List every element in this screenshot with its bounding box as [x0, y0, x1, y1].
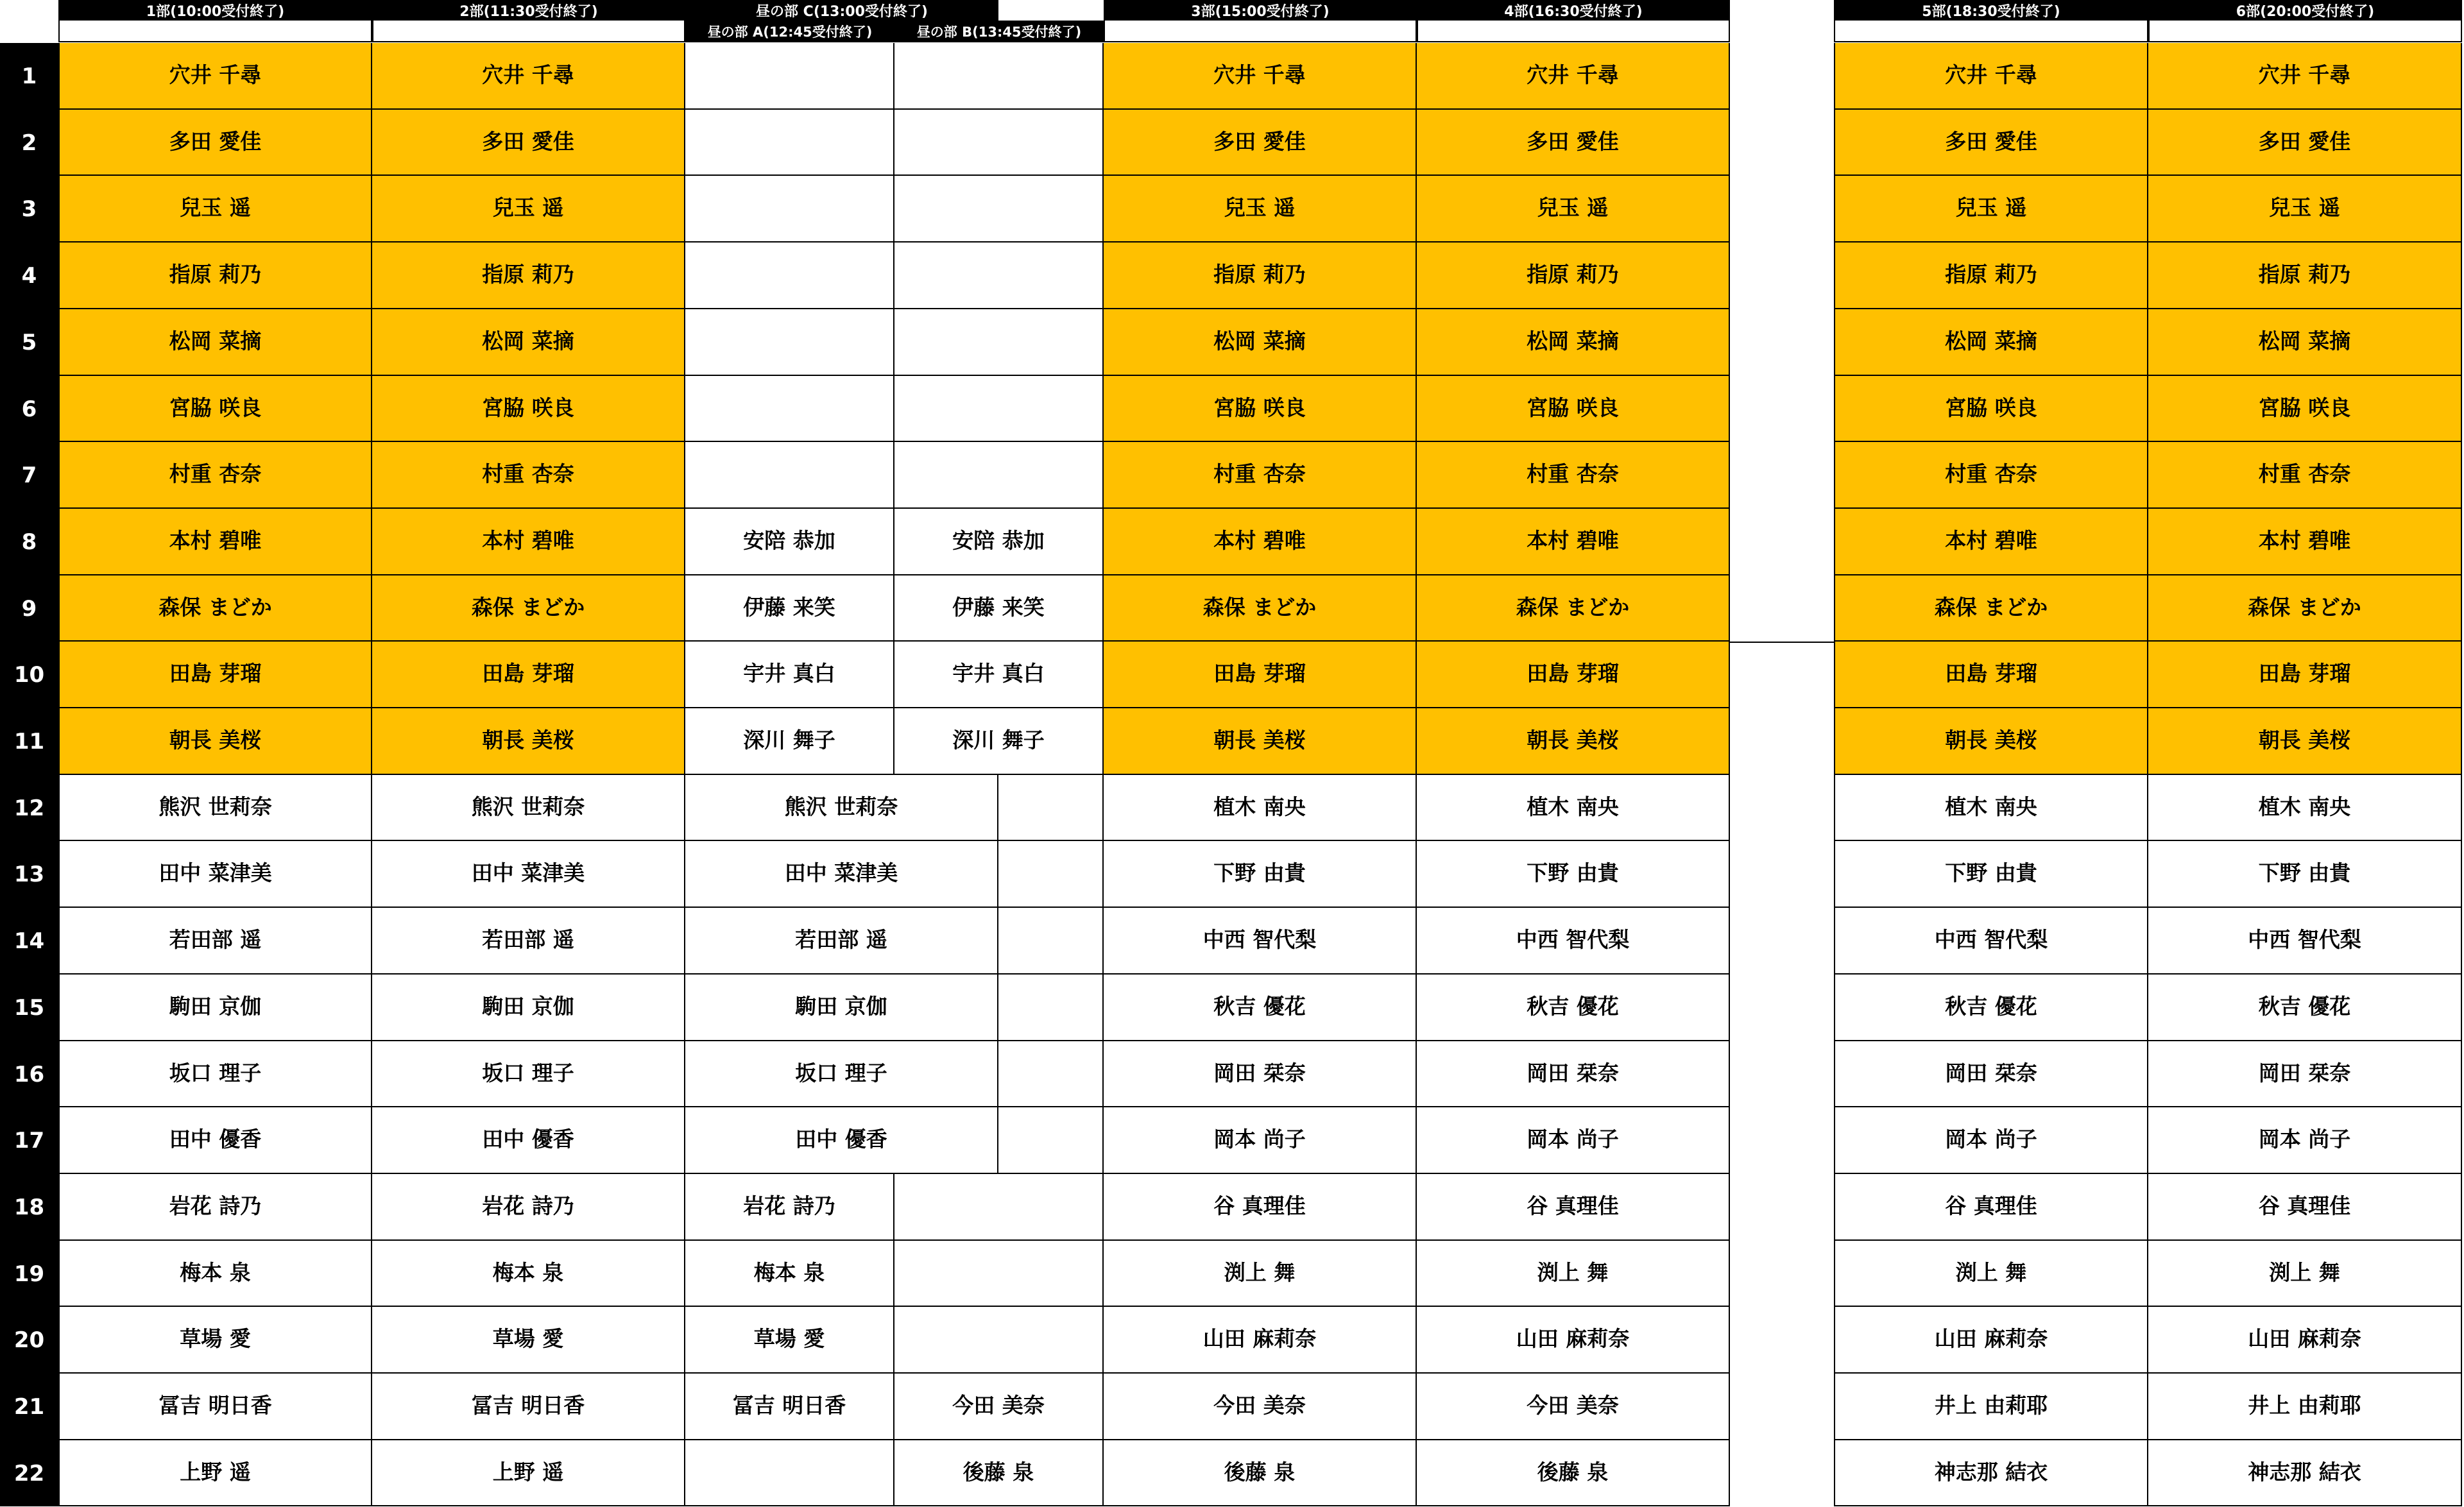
schedule-cell-p3: 今田 美奈 [1104, 1374, 1417, 1440]
schedule-cell-cgap [998, 975, 1104, 1041]
schedule-cell-p6: 松岡 菜摘 [2148, 309, 2462, 376]
schedule-cell-p6: 渕上 舞 [2148, 1241, 2462, 1307]
schedule-cell-b [894, 1241, 1104, 1307]
schedule-cell-b [894, 1307, 1104, 1374]
schedule-cell-cgap [998, 841, 1104, 908]
schedule-cell-p3: 田島 芽瑠 [1104, 642, 1417, 708]
schedule-cell-p5: 森保 まどか [1834, 575, 2148, 642]
schedule-cell-p1: 指原 莉乃 [58, 243, 372, 309]
schedule-cell-a [685, 309, 894, 376]
schedule-cell-p6: 森保 まどか [2148, 575, 2462, 642]
schedule-cell-p6: 岡田 栞奈 [2148, 1041, 2462, 1107]
schedule-cell-p2: 坂口 理子 [372, 1041, 685, 1107]
schedule-cell-c: 田中 優香 [685, 1107, 998, 1174]
schedule-cell-b: 宇井 真白 [894, 642, 1104, 708]
schedule-cell-p4: 田島 芽瑠 [1417, 642, 1730, 708]
schedule-cell-p2: 村重 杏奈 [372, 442, 685, 509]
schedule-cell-p2: 松岡 菜摘 [372, 309, 685, 376]
schedule-cell-p6: 穴井 千尋 [2148, 43, 2462, 110]
schedule-cell-p1: 本村 碧唯 [58, 509, 372, 575]
schedule-cell-b [894, 376, 1104, 442]
schedule-cell-p3: 山田 麻莉奈 [1104, 1307, 1417, 1374]
schedule-cell-p2: 梅本 泉 [372, 1241, 685, 1307]
schedule-cell-p2: 森保 まどか [372, 575, 685, 642]
header-part1: 1部(10:00受付終了) [58, 0, 372, 21]
schedule-cell-p3: 谷 真理佳 [1104, 1174, 1417, 1241]
schedule-cell-p4: 宮脇 咲良 [1417, 376, 1730, 442]
row-number: 14 [0, 908, 58, 975]
row-number: 16 [0, 1041, 58, 1107]
schedule-cell-p6: 神志那 結衣 [2148, 1440, 2462, 1506]
schedule-cell-p2: 岩花 詩乃 [372, 1174, 685, 1241]
schedule-cell-p5: 兒玉 遥 [1834, 176, 2148, 243]
row-number: 2 [0, 110, 58, 176]
row-number: 8 [0, 509, 58, 575]
schedule-cell-a: 梅本 泉 [685, 1241, 894, 1307]
schedule-cell-p3: 多田 愛佳 [1104, 110, 1417, 176]
schedule-cell-p5: 井上 由莉耶 [1834, 1374, 2148, 1440]
schedule-cell-p5: 宮脇 咲良 [1834, 376, 2148, 442]
row-number: 4 [0, 243, 58, 309]
schedule-cell-p5: 多田 愛佳 [1834, 110, 2148, 176]
schedule-cell-p2: 本村 碧唯 [372, 509, 685, 575]
subheader-part6 [2148, 21, 2462, 42]
schedule-cell-p2: 上野 遥 [372, 1440, 685, 1506]
row-number: 20 [0, 1307, 58, 1374]
schedule-cell-c: 駒田 京伽 [685, 975, 998, 1041]
schedule-cell-p1: 熊沢 世莉奈 [58, 775, 372, 841]
schedule-cell-b: 今田 美奈 [894, 1374, 1104, 1440]
schedule-cell-c: 田中 菜津美 [685, 841, 998, 908]
schedule-cell-p6: 谷 真理佳 [2148, 1174, 2462, 1241]
schedule-cell-b [894, 442, 1104, 509]
schedule-cell-p5: 松岡 菜摘 [1834, 309, 2148, 376]
schedule-cell-p1: 朝長 美桜 [58, 708, 372, 775]
schedule-cell-p3: 下野 由貴 [1104, 841, 1417, 908]
schedule-cell-p4: 山田 麻莉奈 [1417, 1307, 1730, 1374]
schedule-cell-p4: 指原 莉乃 [1417, 243, 1730, 309]
group-separator-line [1730, 642, 1834, 643]
schedule-cell-p2: 田中 菜津美 [372, 841, 685, 908]
schedule-cell-p3: 中西 智代梨 [1104, 908, 1417, 975]
schedule-cell-p5: 渕上 舞 [1834, 1241, 2148, 1307]
schedule-cell-p3: 松岡 菜摘 [1104, 309, 1417, 376]
schedule-cell-p5: 本村 碧唯 [1834, 509, 2148, 575]
schedule-cell-a [685, 376, 894, 442]
schedule-cell-p3: 兒玉 遥 [1104, 176, 1417, 243]
schedule-cell-p2: 熊沢 世莉奈 [372, 775, 685, 841]
schedule-cell-b [894, 243, 1104, 309]
schedule-cell-cgap [998, 775, 1104, 841]
schedule-cell-p1: 梅本 泉 [58, 1241, 372, 1307]
header-part4: 4部(16:30受付終了) [1417, 0, 1730, 21]
row-number: 15 [0, 975, 58, 1041]
schedule-cell-p3: 森保 まどか [1104, 575, 1417, 642]
schedule-cell-b [894, 110, 1104, 176]
schedule-cell-p4: 後藤 泉 [1417, 1440, 1730, 1506]
schedule-cell-p6: 下野 由貴 [2148, 841, 2462, 908]
schedule-cell-p1: 穴井 千尋 [58, 43, 372, 110]
schedule-cell-a: 冨吉 明日香 [685, 1374, 894, 1440]
schedule-cell-p1: 森保 まどか [58, 575, 372, 642]
schedule-cell-p4: 村重 杏奈 [1417, 442, 1730, 509]
row-number: 18 [0, 1174, 58, 1241]
schedule-cell-p3: 植木 南央 [1104, 775, 1417, 841]
schedule-cell-p2: 指原 莉乃 [372, 243, 685, 309]
header-part3: 3部(15:00受付終了) [1104, 0, 1417, 21]
schedule-cell-c: 若田部 遥 [685, 908, 998, 975]
row-number: 17 [0, 1107, 58, 1174]
schedule-cell-p4: 岡本 尚子 [1417, 1107, 1730, 1174]
schedule-cell-p6: 多田 愛佳 [2148, 110, 2462, 176]
header-part5: 5部(18:30受付終了) [1834, 0, 2148, 21]
schedule-cell-p1: 宮脇 咲良 [58, 376, 372, 442]
schedule-cell-p5: 神志那 結衣 [1834, 1440, 2148, 1506]
header-noon-b: 昼の部 B(13:45受付終了) [894, 21, 1104, 42]
header-part6: 6部(20:00受付終了) [2148, 0, 2462, 21]
schedule-cell-cgap [998, 908, 1104, 975]
schedule-cell-p6: 岡本 尚子 [2148, 1107, 2462, 1174]
schedule-cell-p4: 松岡 菜摘 [1417, 309, 1730, 376]
schedule-cell-b: 伊藤 来笑 [894, 575, 1104, 642]
schedule-cell-p3: 穴井 千尋 [1104, 43, 1417, 110]
row-number: 6 [0, 376, 58, 442]
row-number: 12 [0, 775, 58, 841]
row-number: 10 [0, 642, 58, 708]
row-number: 11 [0, 708, 58, 775]
schedule-cell-p6: 本村 碧唯 [2148, 509, 2462, 575]
schedule-cell-p4: 中西 智代梨 [1417, 908, 1730, 975]
schedule-cell-p4: 穴井 千尋 [1417, 43, 1730, 110]
schedule-cell-p2: 宮脇 咲良 [372, 376, 685, 442]
schedule-cell-p3: 岡田 栞奈 [1104, 1041, 1417, 1107]
schedule-cell-a: 深川 舞子 [685, 708, 894, 775]
schedule-cell-p1: 田島 芽瑠 [58, 642, 372, 708]
schedule-cell-p2: 兒玉 遥 [372, 176, 685, 243]
schedule-cell-p3: 宮脇 咲良 [1104, 376, 1417, 442]
subheader-part2 [372, 21, 685, 42]
row-number: 19 [0, 1241, 58, 1307]
schedule-cell-p1: 冨吉 明日香 [58, 1374, 372, 1440]
schedule-cell-p5: 穴井 千尋 [1834, 43, 2148, 110]
schedule-cell-p6: 指原 莉乃 [2148, 243, 2462, 309]
schedule-cell-p5: 山田 麻莉奈 [1834, 1307, 2148, 1374]
schedule-cell-p4: 下野 由貴 [1417, 841, 1730, 908]
schedule-cell-p5: 下野 由貴 [1834, 841, 2148, 908]
schedule-cell-p2: 冨吉 明日香 [372, 1374, 685, 1440]
schedule-cell-c: 坂口 理子 [685, 1041, 998, 1107]
schedule-cell-p4: 植木 南央 [1417, 775, 1730, 841]
schedule-cell-p5: 村重 杏奈 [1834, 442, 2148, 509]
schedule-cell-p3: 指原 莉乃 [1104, 243, 1417, 309]
header-noon-c: 昼の部 C(13:00受付終了) [685, 0, 998, 21]
schedule-cell-p6: 山田 麻莉奈 [2148, 1307, 2462, 1374]
schedule-cell-p2: 草場 愛 [372, 1307, 685, 1374]
schedule-cell-c: 熊沢 世莉奈 [685, 775, 998, 841]
schedule-cell-p5: 岡本 尚子 [1834, 1107, 2148, 1174]
subheader-part4 [1417, 21, 1730, 42]
schedule-cell-p4: 岡田 栞奈 [1417, 1041, 1730, 1107]
header-noon-a: 昼の部 A(12:45受付終了) [685, 21, 894, 42]
schedule-cell-a: 岩花 詩乃 [685, 1174, 894, 1241]
schedule-cell-p5: 谷 真理佳 [1834, 1174, 2148, 1241]
schedule-cell-p4: 今田 美奈 [1417, 1374, 1730, 1440]
schedule-cell-b [894, 43, 1104, 110]
schedule-cell-a: 草場 愛 [685, 1307, 894, 1374]
schedule-cell-b: 後藤 泉 [894, 1440, 1104, 1506]
schedule-cell-p6: 中西 智代梨 [2148, 908, 2462, 975]
schedule-cell-p3: 村重 杏奈 [1104, 442, 1417, 509]
schedule-cell-cgap [998, 1041, 1104, 1107]
subheader-part3 [1104, 21, 1417, 42]
schedule-cell-p6: 田島 芽瑠 [2148, 642, 2462, 708]
schedule-cell-p1: 松岡 菜摘 [58, 309, 372, 376]
schedule-cell-p6: 兒玉 遥 [2148, 176, 2462, 243]
schedule-cell-p2: 若田部 遥 [372, 908, 685, 975]
schedule-cell-p5: 朝長 美桜 [1834, 708, 2148, 775]
schedule-cell-b: 安陪 恭加 [894, 509, 1104, 575]
schedule-cell-p2: 穴井 千尋 [372, 43, 685, 110]
schedule-cell-p5: 中西 智代梨 [1834, 908, 2148, 975]
schedule-cell-p1: 坂口 理子 [58, 1041, 372, 1107]
schedule-cell-a [685, 442, 894, 509]
schedule-cell-p3: 本村 碧唯 [1104, 509, 1417, 575]
schedule-cell-p1: 兒玉 遥 [58, 176, 372, 243]
schedule-cell-p5: 指原 莉乃 [1834, 243, 2148, 309]
schedule-cell-p6: 秋吉 優花 [2148, 975, 2462, 1041]
row-number: 3 [0, 176, 58, 243]
schedule-cell-cgap [998, 1107, 1104, 1174]
schedule-cell-p3: 朝長 美桜 [1104, 708, 1417, 775]
schedule-cell-p1: 上野 遥 [58, 1440, 372, 1506]
schedule-cell-p6: 朝長 美桜 [2148, 708, 2462, 775]
row-number: 9 [0, 575, 58, 642]
schedule-cell-p4: 朝長 美桜 [1417, 708, 1730, 775]
schedule-cell-p4: 多田 愛佳 [1417, 110, 1730, 176]
schedule-cell-p1: 駒田 京伽 [58, 975, 372, 1041]
schedule-cell-p1: 若田部 遥 [58, 908, 372, 975]
schedule-cell-p2: 田島 芽瑠 [372, 642, 685, 708]
schedule-cell-p6: 村重 杏奈 [2148, 442, 2462, 509]
schedule-cell-p3: 後藤 泉 [1104, 1440, 1417, 1506]
schedule-cell-a: 伊藤 来笑 [685, 575, 894, 642]
schedule-cell-p1: 多田 愛佳 [58, 110, 372, 176]
schedule-cell-p6: 宮脇 咲良 [2148, 376, 2462, 442]
schedule-cell-p2: 多田 愛佳 [372, 110, 685, 176]
schedule-cell-p2: 駒田 京伽 [372, 975, 685, 1041]
schedule-cell-a [685, 43, 894, 110]
schedule-cell-p4: 森保 まどか [1417, 575, 1730, 642]
schedule-cell-p1: 田中 菜津美 [58, 841, 372, 908]
schedule-cell-b [894, 309, 1104, 376]
schedule-cell-p5: 秋吉 優花 [1834, 975, 2148, 1041]
schedule-cell-p1: 草場 愛 [58, 1307, 372, 1374]
schedule-cell-p4: 渕上 舞 [1417, 1241, 1730, 1307]
row-number: 13 [0, 841, 58, 908]
schedule-cell-p1: 田中 優香 [58, 1107, 372, 1174]
schedule-cell-p6: 植木 南央 [2148, 775, 2462, 841]
schedule-cell-p3: 秋吉 優花 [1104, 975, 1417, 1041]
schedule-cell-p4: 秋吉 優花 [1417, 975, 1730, 1041]
schedule-cell-p5: 岡田 栞奈 [1834, 1041, 2148, 1107]
schedule-cell-a [685, 243, 894, 309]
schedule-cell-a [685, 110, 894, 176]
schedule-cell-p3: 岡本 尚子 [1104, 1107, 1417, 1174]
schedule-cell-p1: 岩花 詩乃 [58, 1174, 372, 1241]
row-number: 1 [0, 43, 58, 110]
row-number: 5 [0, 309, 58, 376]
row-number: 7 [0, 442, 58, 509]
schedule-cell-p2: 朝長 美桜 [372, 708, 685, 775]
schedule-cell-p2: 田中 優香 [372, 1107, 685, 1174]
schedule-cell-a: 安陪 恭加 [685, 509, 894, 575]
schedule-cell-b: 深川 舞子 [894, 708, 1104, 775]
schedule-cell-a [685, 1440, 894, 1506]
subheader-part5 [1834, 21, 2148, 42]
header-part2: 2部(11:30受付終了) [372, 0, 685, 21]
schedule-cell-p6: 井上 由莉耶 [2148, 1374, 2462, 1440]
schedule-cell-a [685, 176, 894, 243]
schedule-cell-p1: 村重 杏奈 [58, 442, 372, 509]
schedule-cell-b [894, 176, 1104, 243]
subheader-part1 [58, 21, 372, 42]
schedule-cell-p4: 谷 真理佳 [1417, 1174, 1730, 1241]
schedule-cell-p4: 兒玉 遥 [1417, 176, 1730, 243]
schedule-cell-b [894, 1174, 1104, 1241]
row-number: 21 [0, 1374, 58, 1440]
schedule-cell-p3: 渕上 舞 [1104, 1241, 1417, 1307]
schedule-cell-a: 宇井 真白 [685, 642, 894, 708]
row-number: 22 [0, 1440, 58, 1506]
schedule-cell-p5: 田島 芽瑠 [1834, 642, 2148, 708]
schedule-cell-p4: 本村 碧唯 [1417, 509, 1730, 575]
schedule-cell-p5: 植木 南央 [1834, 775, 2148, 841]
